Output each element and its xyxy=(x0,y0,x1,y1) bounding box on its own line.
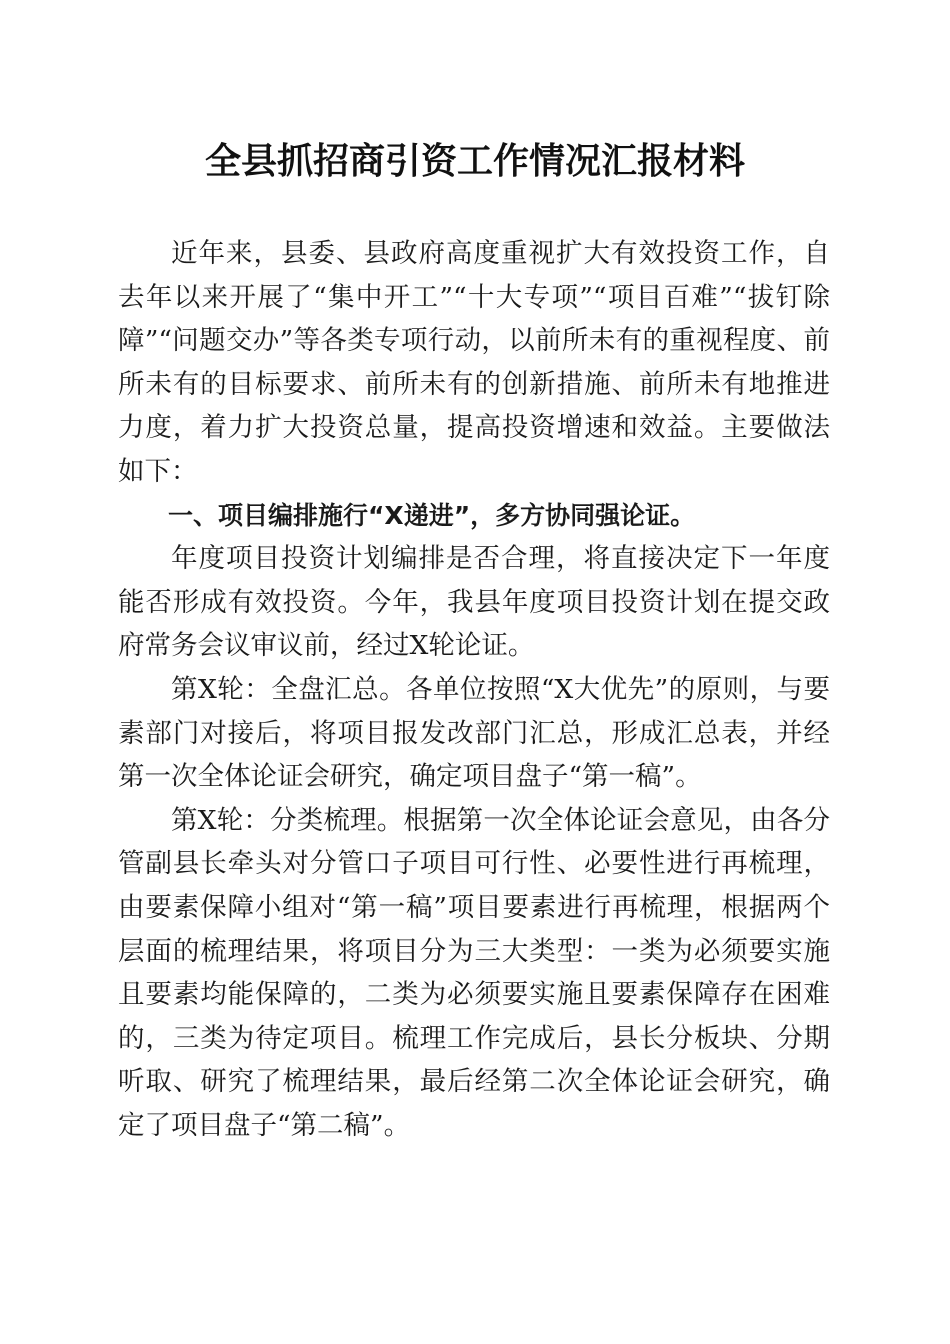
document-title: 全县抓招商引资工作情况汇报材料 xyxy=(204,140,745,182)
paragraph-plan: 年度项目投资计划编排是否合理，将直接决定下一年度能否形成有效投资。今年，我县年度项目投资计划在提交政府常务会议审议前，经过X轮论证。 xyxy=(118,543,830,662)
paragraph-round-one: 第X轮：全盘汇总。各单位按照“X大优先”的原则，与要素部门对接后，将项目报发改部门汇总，形成汇总表，并经第一次全体论证会研究，确定项目盘子“第一稿”。 xyxy=(118,673,830,793)
paragraph-round-two: 第X轮：分类梳理。根据第一次全体论证会意见，由各分管副县长牵头对分管口子项目可行性、必要性进行再梳理，由要素保障小组对“第一稿”项目要素进行再梳理，根据两个层面的梳理结果，将项目分为三大类型：一类为必须要实施且要素均能保障的，二类为必须要实施且要素保障存在困难的，三类为待定项目。梳理工作完成后，县长分板块、分期听取、研究了梳理结果，最后经第二次全体论证会研究，确定了项目盘子“第二稿”。 xyxy=(118,804,830,1141)
document-body xyxy=(118,232,830,1147)
section-heading: 一、项目编排施行“X递进”，多方协同强论证。 xyxy=(168,500,696,530)
paragraph-intro: 近年来，县委、县政府高度重视扩大有效投资工作，自去年以来开展了“集中开工”“十大专项”“项目百难”“拔钉除障”“问题交办”等各类专项行动，以前所未有的重视程度、前所未有的目标要求、前所未有的创新措施、前所未有地推进力度，着力扩大投资总量，提高投资增速和效益。主要做法如下： xyxy=(118,238,830,487)
